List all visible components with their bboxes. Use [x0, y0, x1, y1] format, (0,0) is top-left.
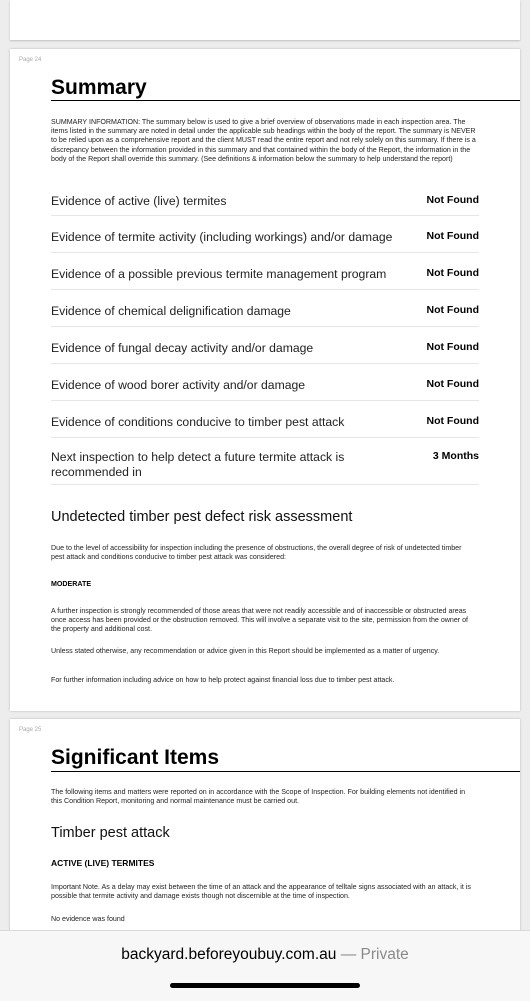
row-label: Evidence of termite activity (including workings) and/or damage [51, 230, 393, 244]
home-indicator[interactable] [170, 983, 360, 988]
summary-row [51, 401, 479, 438]
timber-pest-attack-heading: Timber pest attack [51, 825, 170, 841]
urgency-paragraph: Unless stated otherwise, any recommendation or advice given in this Report should be implemented as a matter of urgency. [51, 647, 440, 655]
page-number: Page 25 [19, 727, 42, 733]
row-label: Evidence of a possible previous termite management program [51, 267, 387, 281]
important-note: Important Note. As a delay may exist between the time of an attack and the appearance of telltale signs associated with an attack, it is possible that termite activity and damage exists though not discernible at the time of inspection. [51, 883, 471, 901]
active-termites-heading: ACTIVE (LIVE) TERMITES [51, 858, 155, 868]
page-number: Page 24 [19, 57, 42, 63]
risk-level: MODERATE [51, 580, 92, 588]
row-label: Evidence of active (live) termites [51, 194, 227, 208]
risk-intro: Due to the level of accessibility for inspection including the presence of obstructions, the overall degree of risk of undetected timber pest attack and conditions conducive to timber pest attack was considered: [51, 544, 462, 562]
page-title: Significant Items [51, 745, 520, 772]
summary-row [51, 438, 479, 485]
row-value: Not Found [426, 378, 479, 390]
summary-row [51, 216, 479, 253]
summary-information: SUMMARY INFORMATION: The summary below is used to give a brief overview of observations made in each inspection area. The items listed in the summary are noted in detail under the applicable sub headings within the body of the report. The summary is NEVER to be relied upon as a comprehensive report and the client MUST read the entire report and not rely solely on this summary. If there is a discrepancy between the information provided in this summary and that contained within the body of the Report, the information in the body of the Report shall override this summary. (See definitions & information below the summary to help understand the report) [51, 118, 476, 163]
further-information-paragraph: For further information including advice on how to help protect against financial loss due to timber pest attack. [51, 676, 395, 684]
risk-assessment-heading: Undetected timber pest defect risk assessment [51, 509, 353, 525]
row-value: Not Found [426, 341, 479, 353]
finding-text: No evidence was found [51, 915, 125, 923]
row-label: Evidence of wood borer activity and/or damage [51, 378, 306, 392]
address-bar[interactable] [0, 946, 530, 964]
report-page-25 [10, 719, 520, 939]
page-title: Summary [51, 75, 520, 101]
row-value: 3 Months [432, 450, 479, 462]
private-mode-label: Private [360, 946, 409, 963]
row-value: Not Found [426, 194, 479, 206]
summary-row [51, 364, 479, 401]
row-label: Evidence of fungal decay activity and/or damage [51, 341, 314, 355]
summary-row [51, 183, 479, 216]
row-label: Evidence of conditions conducive to timber pest attack [51, 415, 345, 429]
summary-row [51, 327, 479, 364]
significant-items-intro: The following items and matters were reported on in accordance with the Scope of Inspection. For building elements not identified in this Condition Report, monitoring and normal maintenance must be carried out. [51, 788, 466, 806]
url-separator: — [340, 946, 357, 963]
browser-bottom-bar [0, 930, 530, 1001]
previous-page-edge [10, 0, 520, 40]
row-value: Not Found [426, 267, 479, 279]
row-label: Evidence of chemical delignification damage [51, 304, 291, 318]
summary-row [51, 253, 479, 290]
url-text: backyard.beforeyoubuy.com.au [121, 946, 337, 963]
row-value: Not Found [426, 230, 479, 242]
report-page-24 [10, 49, 520, 711]
row-label: Next inspection to help detect a future termite attack is recommended in [51, 450, 345, 479]
row-value: Not Found [426, 415, 479, 427]
further-inspection-paragraph: A further inspection is strongly recommended of those areas that were not readily accessible and of inaccessible or obstructed areas once access has been provided or the obstruction removed. This will involve a separate visit to the site, permission from the owner of the property and additional cost. [51, 607, 469, 634]
row-value: Not Found [426, 304, 479, 316]
summary-row [51, 290, 479, 327]
